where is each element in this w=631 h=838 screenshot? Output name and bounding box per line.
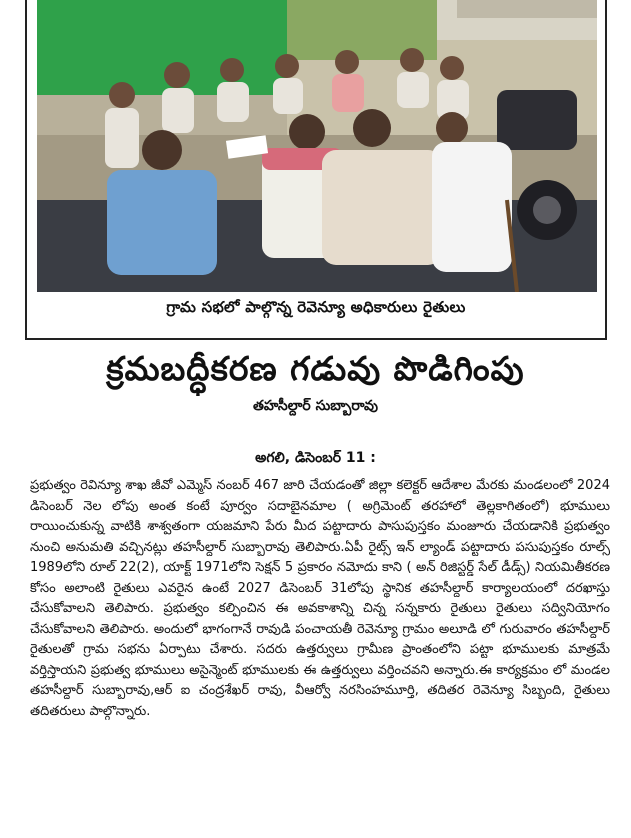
article-dateline: అగలి, డిసెంబర్ 11 :: [255, 450, 376, 466]
village-meeting-photo: [37, 0, 597, 292]
photo-caption: గ్రామ సభలో పాల్గొన్న రెవెన్యూ అధికారులు రైతులు: [166, 298, 466, 316]
photo-frame: [25, 0, 607, 340]
news-photo: [37, 0, 597, 292]
article-byline: తహసీల్దార్ సుబ్బారావు: [252, 398, 378, 414]
article-body: ప్రభుత్వం రెవిన్యూ శాఖ జీవో ఎమ్మెస్ నంబర్ 467 జారి చేయడంతో జిల్లా కలెక్టర్ ఆదేశాల మేరకు మండలంలో 2024 డిసెంబర్ నెల లోపు అంత కంటే పూర్వం సదాబైనమాల ( అగ్రిమెంట్ తరహాలో తెల్లకాగితంలో) భూములు రాయించుకున్న వాటికి శాశ్వతంగా యజమాని పేరు మీద పట్టాదారు పాసుపుస్తకం మంజూరు చేయడానికి ప్రభుత్వం నుంచి అనుమతి వచ్చినట్లు తహసీల్దార్ సుబ్బారావు తెలిపారు.ఏపీ రైట్స్ ఇన్ ల్యాండ్ పట్టాదారు పసుపుస్తకం రూల్స్ 1989లోని రూల్ 22(2), యాక్ట్ 1971లోని సెక్షన్ 5 ప్రకారం నమోదు కాని ( అన్ రిజిస్టర్డ్ సేల్ డీడ్స్) నియమితీకరణ కోసం అలాంటి రైతులు ఎవరైన ఉంటే 2027 డిసెంబర్ 31లోపు స్థానిక తహసీల్దార్ కార్యాలయంలో దరఖాస్తు చేసుకోవాలని తెలిపారు. ప్రభుత్వం కల్పించిన ఈ అవకాశాన్ని చిన్న సన్నకారు రైతులు రైతులు సద్వినియోగం చేసుకోవాలని తెలిపారు. అందులో భాగంగానే రావుడి పంచాయతీ రెవెన్యూ గ్రామం అలూడి లో గురువారం తహసీల్దార్ రైతులతో గ్రామ సభను ఏర్పాటు చేశారు. సదరు ఉత్తర్వులు గ్రామీణ ప్రాంతంలోని పట్టా భూములకు మాత్రమే వర్తిస్తాయని ప్రభుత్వ భూములు అసైన్మెంట్ భూములకు ఈ ఉత్తర్వులు వర్తించవని అన్నారు.ఈ కార్యక్రమం లో మండల తహసీల్దార్ సుబ్బారావు,ఆర్ ఐ చంద్రశేఖర్ రావు, వీఆర్వో నరసింహమూర్తి, తదితర రెవెన్యూ సిబ్బంది, రైతులు తదితరులు పాల్గొన్నారు.: [30, 478, 610, 719]
article-headline: క్రమబద్ధీకరణ గడువు పొడిగింపు: [106, 349, 525, 388]
